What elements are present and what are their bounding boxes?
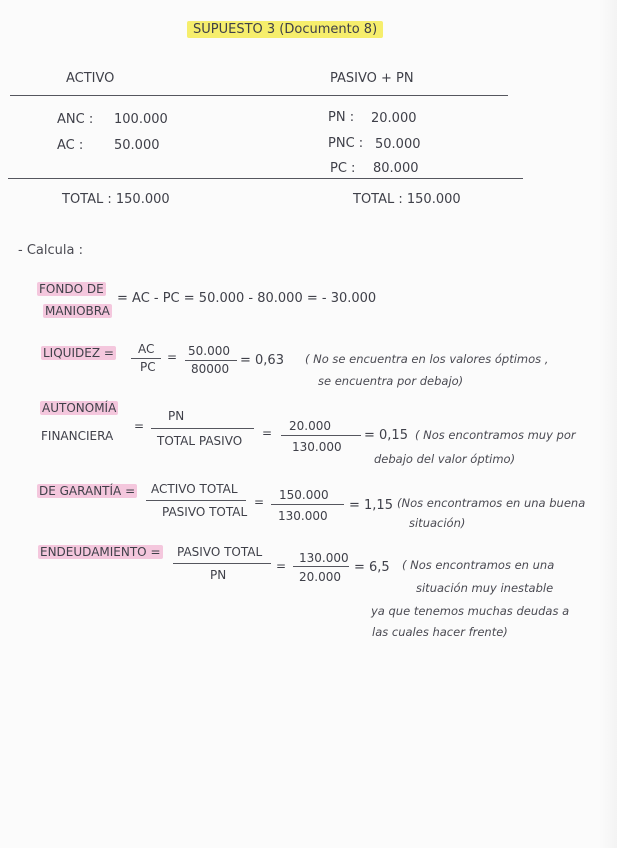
total-pasivo: TOTAL : 150.000 bbox=[353, 192, 461, 207]
liquidez-result: = 0,63 bbox=[240, 353, 284, 368]
autonomia-num2: 20.000 bbox=[289, 419, 331, 433]
endeudamiento-den2: 20.000 bbox=[299, 570, 341, 584]
anc-value: 100.000 bbox=[114, 112, 168, 127]
endeudamiento-note-3: ya que tenemos muchas deudas a bbox=[371, 604, 570, 618]
autonomia-num1: PN bbox=[168, 409, 185, 423]
pn-value: 20.000 bbox=[371, 111, 417, 126]
liquidez-note-1: ( No se encuentra en los valores óptimos , bbox=[305, 352, 549, 366]
endeudamiento-note-2: situación muy inestable bbox=[416, 581, 554, 595]
liquidez-den1: PC bbox=[140, 360, 156, 374]
garantia-num2: 150.000 bbox=[279, 488, 329, 502]
garantia-den2: 130.000 bbox=[278, 509, 328, 523]
endeudamiento-num2: 130.000 bbox=[299, 551, 349, 565]
autonomia-eq2: = bbox=[262, 426, 273, 440]
autonomia-den1: TOTAL PASIVO bbox=[157, 434, 243, 448]
liquidez-note-2: se encuentra por debajo) bbox=[318, 374, 464, 388]
total-activo: TOTAL : 150.000 bbox=[62, 192, 170, 207]
garantia-eq: = bbox=[254, 495, 265, 509]
garantia-label: DE GARANTÍA = bbox=[39, 484, 136, 498]
pasivo-header: PASIVO + PN bbox=[330, 71, 414, 86]
autonomia-result: = 0,15 bbox=[364, 428, 408, 443]
garantia-num1: ACTIVO TOTAL bbox=[151, 482, 238, 496]
total-rule bbox=[8, 178, 523, 179]
liquidez-label: LIQUIDEZ = bbox=[43, 346, 114, 360]
garantia-note-1: (Nos encontramos en una buena bbox=[397, 496, 586, 510]
header-rule bbox=[10, 95, 508, 96]
endeudamiento-fraction-bar-2 bbox=[293, 566, 349, 567]
autonomia-label-1: AUTONOMÍA bbox=[42, 401, 117, 415]
endeudamiento-eq: = bbox=[276, 559, 287, 573]
liquidez-fraction-bar-2 bbox=[185, 360, 237, 361]
endeudamiento-den1: PN bbox=[210, 568, 227, 582]
ac-label: AC : bbox=[57, 138, 84, 153]
endeudamiento-fraction-bar-1 bbox=[173, 563, 271, 564]
liquidez-num1: AC bbox=[138, 342, 155, 356]
autonomia-note-1: ( Nos encontramos muy por bbox=[415, 428, 576, 442]
fondo-label-2: MANIOBRA bbox=[45, 304, 110, 318]
pnc-value: 50.000 bbox=[375, 137, 421, 152]
autonomia-fraction-bar-1 bbox=[151, 428, 254, 429]
endeudamiento-result: = 6,5 bbox=[354, 560, 390, 575]
endeudamiento-label: ENDEUDAMIENTO = bbox=[40, 545, 161, 559]
autonomia-den2: 130.000 bbox=[292, 440, 342, 454]
fondo-formula: = AC - PC = 50.000 - 80.000 = - 30.000 bbox=[117, 291, 377, 306]
autonomia-eq1: = bbox=[134, 419, 145, 433]
page-title: SUPUESTO 3 (Documento 8) bbox=[187, 21, 383, 38]
autonomia-note-2: debajo del valor óptimo) bbox=[374, 452, 516, 466]
activo-header: ACTIVO bbox=[66, 71, 115, 86]
garantia-result: = 1,15 bbox=[349, 498, 393, 513]
liquidez-fraction-bar-1 bbox=[131, 358, 161, 359]
anc-label: ANC : bbox=[57, 112, 94, 127]
endeudamiento-num1: PASIVO TOTAL bbox=[177, 545, 263, 559]
scan-edge-shade bbox=[599, 0, 617, 848]
calcula-heading: - Calcula : bbox=[18, 243, 83, 258]
autonomia-fraction-bar-2 bbox=[281, 435, 361, 436]
pn-label: PN : bbox=[328, 110, 355, 125]
garantia-fraction-bar-1 bbox=[146, 500, 246, 501]
autonomia-label-2: FINANCIERA bbox=[41, 429, 114, 443]
pc-label: PC : bbox=[330, 161, 356, 176]
endeudamiento-note-1: ( Nos encontramos en una bbox=[402, 558, 555, 572]
garantia-note-2: situación) bbox=[409, 516, 466, 530]
endeudamiento-note-4: las cuales hacer frente) bbox=[372, 625, 508, 639]
garantia-den1: PASIVO TOTAL bbox=[162, 505, 248, 519]
fondo-label-1: FONDO DE bbox=[39, 282, 104, 296]
ac-value: 50.000 bbox=[114, 138, 160, 153]
pnc-label: PNC : bbox=[328, 136, 364, 151]
liquidez-den2: 80000 bbox=[191, 362, 230, 376]
liquidez-num2: 50.000 bbox=[188, 344, 230, 358]
pc-value: 80.000 bbox=[373, 161, 419, 176]
garantia-fraction-bar-2 bbox=[271, 504, 344, 505]
liquidez-eq: = bbox=[167, 350, 178, 364]
